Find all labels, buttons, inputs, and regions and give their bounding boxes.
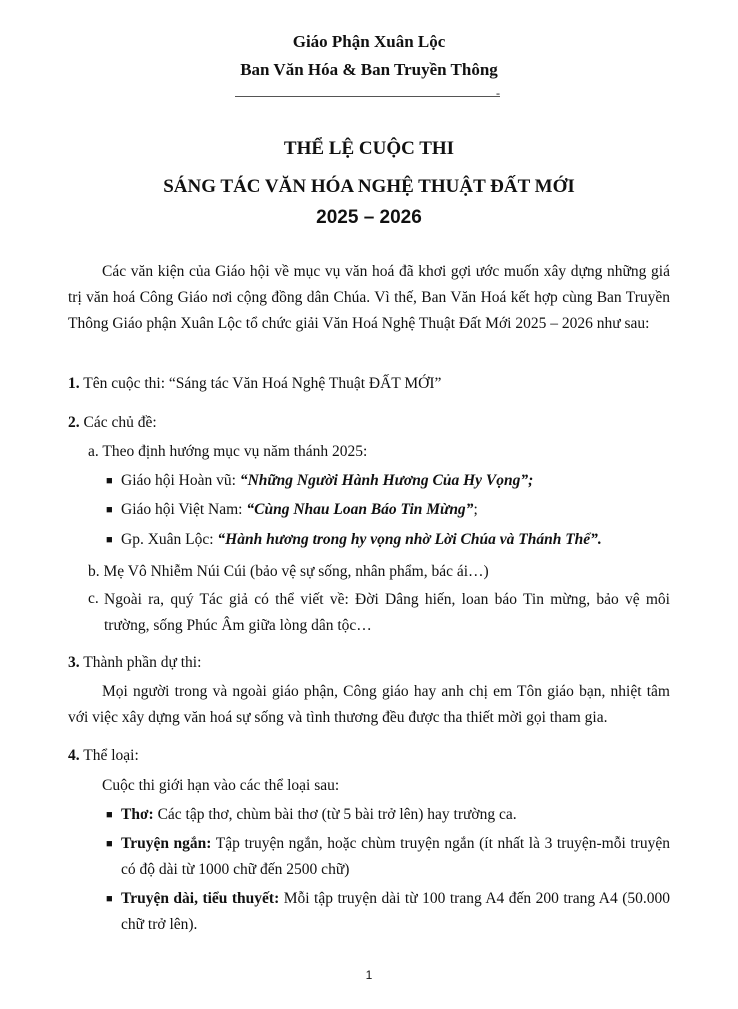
square-bullet-icon: ■ xyxy=(106,504,113,516)
genre-item-poetry xyxy=(121,804,517,826)
theme-bullet-3 xyxy=(121,529,602,551)
theme-bullet-3-prefix: Gp. Xuân Lộc: xyxy=(121,531,218,548)
header-divider-tail: - xyxy=(496,86,500,100)
section-2-text: Các chủ đề: xyxy=(83,414,157,431)
section-2b-text: Mẹ Vô Nhiễm Núi Cúi (bảo vệ sự sống, nhân phẩm, bác ái…) xyxy=(103,563,489,580)
title-line2: SÁNG TÁC VĂN HÓA NGHỆ THUẬT ĐẤT MỚI xyxy=(163,176,575,197)
section-4-body: Cuộc thi giới hạn vào các thể loại sau: xyxy=(102,777,340,794)
section-3-text: Thành phần dự thi: xyxy=(83,654,202,671)
theme-bullet-2-suffix: ; xyxy=(473,501,478,518)
section-3 xyxy=(68,652,201,674)
section-1-number: 1. xyxy=(68,375,80,392)
square-bullet-icon: ■ xyxy=(106,893,113,905)
theme-bullet-1-emph: “Những Người Hành Hương Của Hy Vọng”; xyxy=(239,472,534,489)
section-4-text: Thể loại: xyxy=(83,747,139,764)
header-org2: Ban Văn Hóa & Ban Truyền Thông xyxy=(240,60,498,79)
header-divider xyxy=(235,96,500,97)
square-bullet-icon: ■ xyxy=(106,475,113,487)
genre-item-poetry-desc: Các tập thơ, chùm bài thơ (từ 5 bài trở lên) hay trường ca. xyxy=(153,806,517,823)
theme-bullet-3-emph: “Hành hương trong hy vọng nhờ Lời Chúa và Thánh Thể”. xyxy=(217,531,602,548)
title-line1: THỂ LỆ CUỘC THI xyxy=(283,138,455,159)
section-4-number: 4. xyxy=(68,747,80,764)
genre-item-short-story xyxy=(121,831,670,883)
section-2c-text: Ngoài ra, quý Tác giả có thể viết về: Đời Dâng hiến, loan báo Tin mừng, bảo vệ môi trường, sống Phúc Âm giữa lòng dân tộc… xyxy=(104,591,670,634)
section-3-number: 3. xyxy=(68,654,80,671)
section-2-number: 2. xyxy=(68,414,80,431)
section-1 xyxy=(68,373,441,395)
section-1-text: Tên cuộc thi: “Sáng tác Văn Hoá Nghệ Thuật ĐẤT MỚI” xyxy=(83,375,442,392)
section-4 xyxy=(68,745,139,767)
theme-bullet-1-prefix: Giáo hội Hoàn vũ: xyxy=(121,472,240,489)
intro-paragraph: Các văn kiện của Giáo hội về mục vụ văn hoá đã khơi gợi ước muốn xây dựng những giá trị văn hoá Công Giáo nơi cộng đồng dân Chúa. Vì thế, Ban Văn Hoá kết hợp cùng Ban Truyền Thông Giáo phận Xuân Lộc tổ chức giải Văn Hoá Nghệ Thuật Đất Mới 2025 – 2026 như sau: xyxy=(68,263,670,332)
section-2 xyxy=(68,412,157,434)
theme-bullet-2-prefix: Giáo hội Việt Nam: xyxy=(121,501,247,518)
genre-item-novel-desc: Mỗi tập truyện dài từ 100 trang A4 đến 200 trang A4 (50.000 chữ trở lên). xyxy=(121,890,670,933)
section-2a xyxy=(88,441,367,463)
section-2c-label: c. xyxy=(88,590,99,607)
genre-item-novel-term: Truyện dài, tiểu thuyết: xyxy=(121,890,280,907)
genre-item-short-story-term: Truyện ngắn: xyxy=(121,835,212,852)
section-2a-text: Theo định hướng mục vụ năm thánh 2025: xyxy=(102,443,368,460)
genre-item-short-story-desc: Tập truyện ngắn, hoặc chùm truyện ngắn (ít nhất là 3 truyện-mỗi truyện có độ dài từ 1000 chữ đến 2500 chữ) xyxy=(121,835,670,878)
section-2b-label: b. xyxy=(88,563,100,580)
square-bullet-icon: ■ xyxy=(106,838,113,850)
header-org1: Giáo Phận Xuân Lộc xyxy=(292,32,446,51)
section-2a-label: a. xyxy=(88,443,99,460)
theme-bullet-1 xyxy=(121,470,533,492)
square-bullet-icon: ■ xyxy=(106,809,113,821)
page-number: 1 xyxy=(365,968,373,982)
square-bullet-icon: ■ xyxy=(106,534,113,546)
section-2b xyxy=(88,561,489,583)
genre-item-poetry-term: Thơ: xyxy=(121,806,154,823)
theme-bullet-2 xyxy=(121,499,478,521)
genre-item-novel xyxy=(121,886,670,938)
title-line3: 2025 – 2026 xyxy=(316,207,422,228)
theme-bullet-2-emph: “Cùng Nhau Loan Báo Tin Mừng” xyxy=(246,501,474,518)
section-3-body: Mọi người trong và ngoài giáo phận, Công giáo hay anh chị em Tôn giáo bạn, nhiệt tâm với việc xây dựng văn hoá sự sống và tình thương đều được tha thiết mời gọi tham gia. xyxy=(68,683,670,726)
